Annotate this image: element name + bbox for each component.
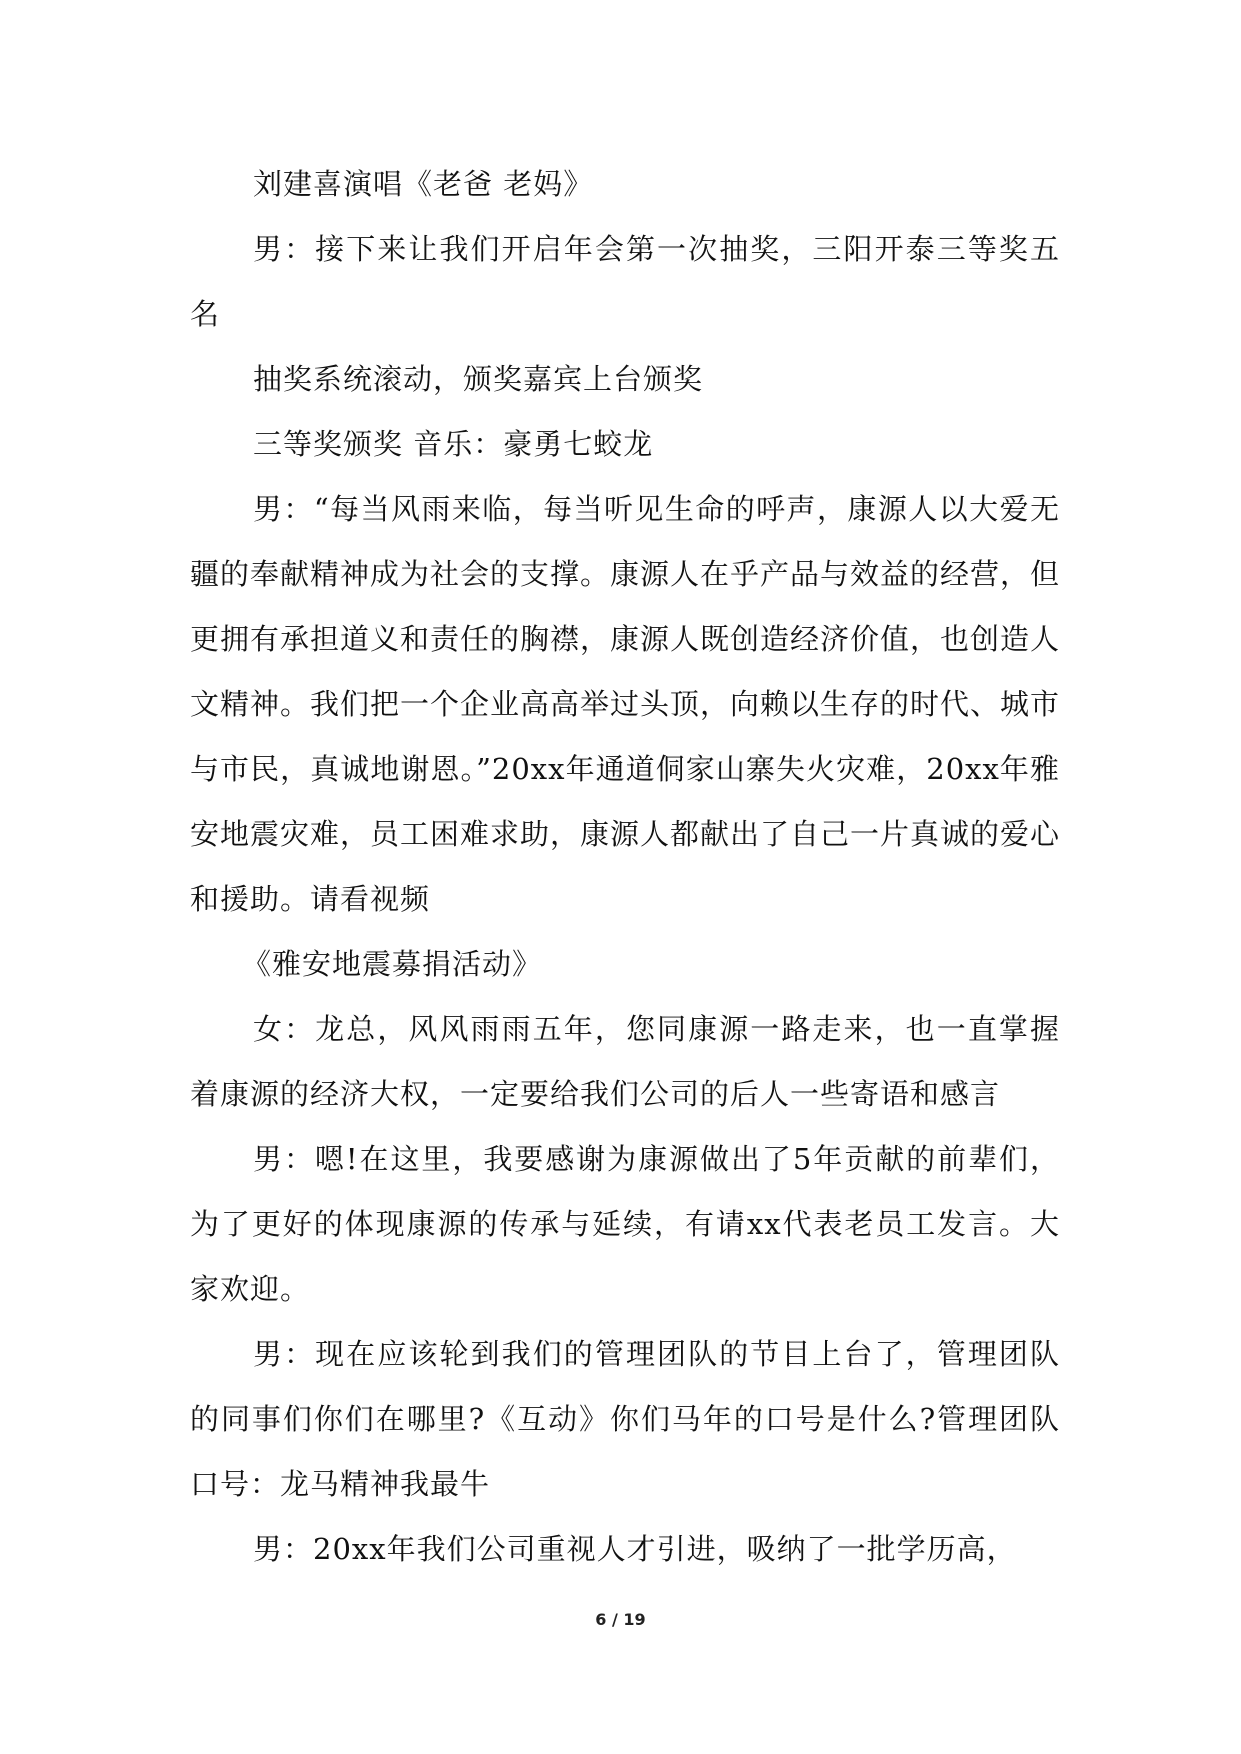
paragraph-talent-intro: 男：20xx年我们公司重视人才引进，吸纳了一批学历高， bbox=[253, 1532, 1017, 1566]
paragraph-draw-system: 抽奖系统滚动，颁奖嘉宾上台颁奖 bbox=[253, 362, 704, 396]
document-body bbox=[190, 152, 1060, 1582]
paragraph-first-draw: 男：接下来让我们开启年会第一次抽奖，三阳开泰三等奖五名 bbox=[190, 232, 1060, 331]
paragraph-charity-speech: 男：“每当风雨来临，每当听见生命的呼声，康源人以大爱无疆的奉献精神成为社会的支撑。康源人在乎产品与效益的经营，但更拥有承担道义和责任的胸襟，康源人既创造经济价值，也创造人文精神。我们把一个企业高高举过头顶，向赖以生存的时代、城市与市民，真诚地谢恩。”20xx年通道侗家山寨失火灾难，20xx年雅安地震灾难，员工困难求助，康源人都献出了自己一片真诚的爱心和援助。请看视频 bbox=[190, 492, 1061, 916]
paragraph-veteran-speech: 男：嗯!在这里，我要感谢为康源做出了5年贡献的前辈们，为了更好的体现康源的传承与延续，有请xx代表老员工发言。大家欢迎。 bbox=[190, 1142, 1060, 1306]
paragraph-female-host: 女：龙总，风风雨雨五年，您同康源一路走来，也一直掌握着康源的经济大权，一定要给我们公司的后人一些寄语和感言 bbox=[190, 1012, 1060, 1111]
paragraph-management-team: 男：现在应该轮到我们的管理团队的节目上台了，管理团队的同事们你们在哪里?《互动》你们马年的口号是什么?管理团队口号：龙马精神我最牛 bbox=[190, 1337, 1060, 1501]
page-number: 6 / 19 bbox=[595, 1610, 646, 1629]
paragraph-performance: 刘建喜演唱《老爸 老妈》 bbox=[253, 167, 594, 201]
paragraph-third-prize-music: 三等奖颁奖 音乐：豪勇七蛟龙 bbox=[253, 427, 654, 461]
paragraph-video-title: 《雅安地震募捐活动》 bbox=[242, 947, 543, 981]
